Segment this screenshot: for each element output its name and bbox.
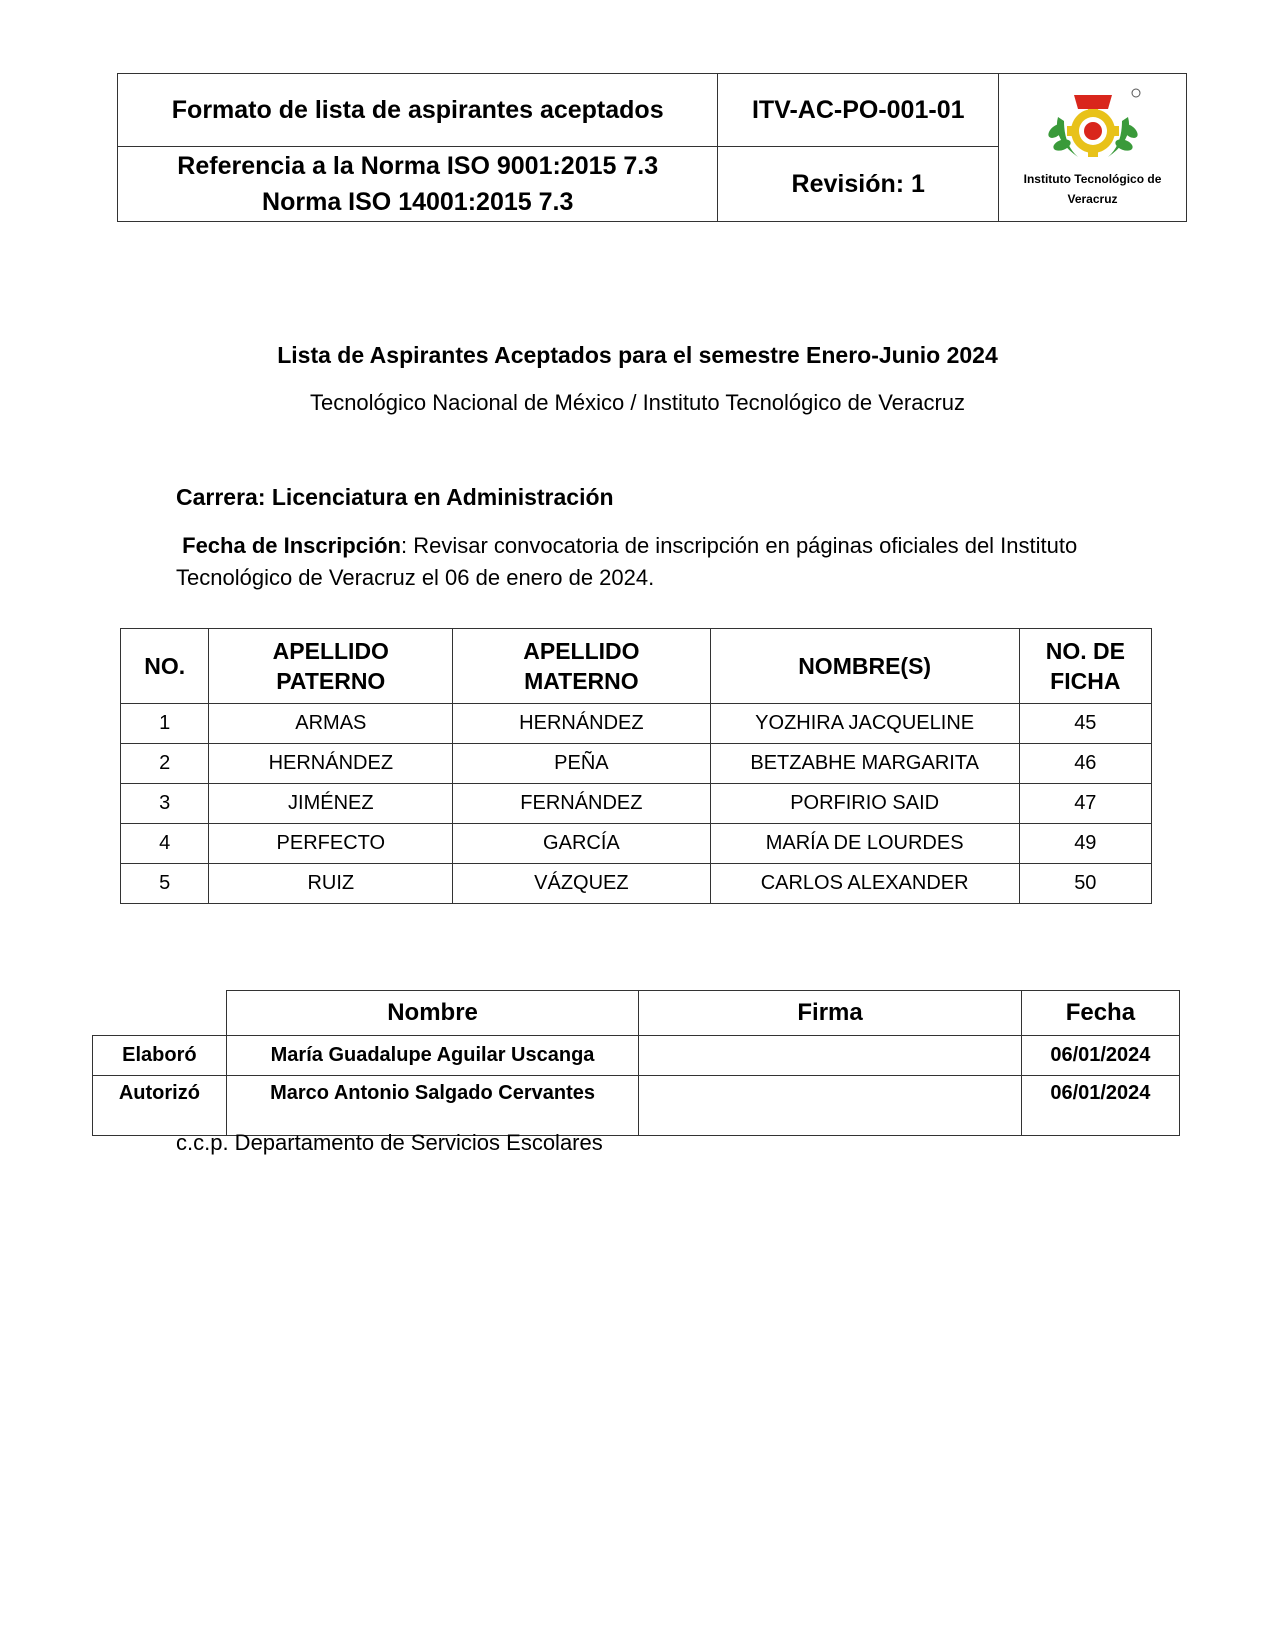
- cell-no: 5: [121, 864, 209, 904]
- sig-firma: [639, 1076, 1021, 1136]
- sig-header-nombre: Nombre: [226, 991, 639, 1036]
- table-row: [121, 824, 1152, 864]
- itv-logo-icon: [1038, 87, 1148, 165]
- sig-fecha: 06/01/2024: [1021, 1076, 1179, 1136]
- sig-nombre: Marco Antonio Salgado Cervantes: [226, 1076, 639, 1136]
- fecha-text: : Revisar convocatoria de inscripción en páginas oficiales del Instituto Tecnológico de Veracruz el 06 de enero de 2024.: [176, 533, 1078, 590]
- col-header-paterno-line1: APELLIDO: [272, 638, 389, 664]
- table-row: [121, 704, 1152, 744]
- cell-nombres: YOZHIRA JACQUELINE: [710, 704, 1019, 744]
- cell-no: 2: [121, 744, 209, 784]
- cell-materno: FERNÁNDEZ: [453, 784, 711, 824]
- col-header-materno: [453, 629, 711, 704]
- cell-ficha: 45: [1019, 704, 1151, 744]
- aspirants-table: [120, 628, 1152, 904]
- signature-row: [93, 1076, 1180, 1136]
- revision: Revisión: 1: [718, 147, 999, 222]
- col-header-paterno: [209, 629, 453, 704]
- logo-caption-line2: Veracruz: [1067, 191, 1118, 206]
- iso-reference-line2: Norma ISO 14001:2015 7.3: [262, 188, 574, 216]
- iso-reference: [118, 147, 718, 222]
- format-title: Formato de lista de aspirantes aceptados: [118, 74, 718, 147]
- cell-ficha: 47: [1019, 784, 1151, 824]
- sig-header-fecha: Fecha: [1021, 991, 1179, 1036]
- cell-nombres: BETZABHE MARGARITA: [710, 744, 1019, 784]
- col-header-nombres: NOMBRE(S): [710, 629, 1019, 704]
- sig-role: Elaboró: [93, 1036, 227, 1076]
- cell-materno: HERNÁNDEZ: [453, 704, 711, 744]
- col-header-materno-line2: MATERNO: [524, 668, 639, 694]
- cell-ficha: 46: [1019, 744, 1151, 784]
- document-code: ITV-AC-PO-001-01: [718, 74, 999, 147]
- sig-header-firma: Firma: [639, 991, 1021, 1036]
- iso-reference-line1: Referencia a la Norma ISO 9001:2015 7.3: [177, 152, 659, 180]
- ccp-note: c.c.p. Departamento de Servicios Escolares: [176, 1130, 603, 1155]
- document-subtitle: Tecnológico Nacional de México / Instituto Tecnológico de Veracruz: [309, 390, 966, 415]
- cell-materno: PEÑA: [453, 744, 711, 784]
- col-header-no: NO.: [121, 629, 209, 704]
- cell-materno: VÁZQUEZ: [453, 864, 711, 904]
- cell-no: 1: [121, 704, 209, 744]
- signature-table: [92, 990, 1180, 1136]
- logo-cell: [999, 74, 1187, 222]
- signature-header-row: [93, 991, 1180, 1036]
- document-header: [117, 73, 1187, 222]
- table-row: [121, 864, 1152, 904]
- cell-paterno: RUIZ: [209, 864, 453, 904]
- signature-row: [93, 1036, 1180, 1076]
- cell-no: 4: [121, 824, 209, 864]
- sig-firma: [639, 1036, 1021, 1076]
- fecha-inscripcion: [176, 530, 1096, 594]
- logo-caption-line1: Instituto Tecnológico de: [1023, 171, 1162, 186]
- logo-caption: [1024, 169, 1162, 209]
- table-row: [121, 744, 1152, 784]
- document-title: Lista de Aspirantes Aceptados para el semestre Enero-Junio 2024: [277, 342, 998, 368]
- cell-paterno: ARMAS: [209, 704, 453, 744]
- col-header-paterno-line2: PATERNO: [276, 668, 386, 694]
- cell-ficha: 49: [1019, 824, 1151, 864]
- cell-ficha: 50: [1019, 864, 1151, 904]
- cell-nombres: CARLOS ALEXANDER: [710, 864, 1019, 904]
- cell-nombres: MARÍA DE LOURDES: [710, 824, 1019, 864]
- col-header-ficha-line1: NO. DE: [1045, 638, 1125, 664]
- signature-corner: [93, 991, 227, 1036]
- table-row: [121, 784, 1152, 824]
- col-header-materno-line1: APELLIDO: [523, 638, 640, 664]
- table-header-row: [121, 629, 1152, 704]
- sig-role: Autorizó: [93, 1076, 227, 1136]
- cell-paterno: HERNÁNDEZ: [209, 744, 453, 784]
- cell-nombres: PORFIRIO SAID: [710, 784, 1019, 824]
- sig-fecha: 06/01/2024: [1021, 1036, 1179, 1076]
- col-header-ficha: [1019, 629, 1151, 704]
- cell-paterno: PERFECTO: [209, 824, 453, 864]
- sig-nombre: María Guadalupe Aguilar Uscanga: [226, 1036, 639, 1076]
- cell-materno: GARCÍA: [453, 824, 711, 864]
- col-header-ficha-line2: FICHA: [1050, 668, 1121, 694]
- fecha-label: Fecha de Inscripción: [182, 533, 401, 558]
- cell-paterno: JIMÉNEZ: [209, 784, 453, 824]
- carrera-label: Carrera: Licenciatura en Administración: [176, 484, 614, 510]
- cell-no: 3: [121, 784, 209, 824]
